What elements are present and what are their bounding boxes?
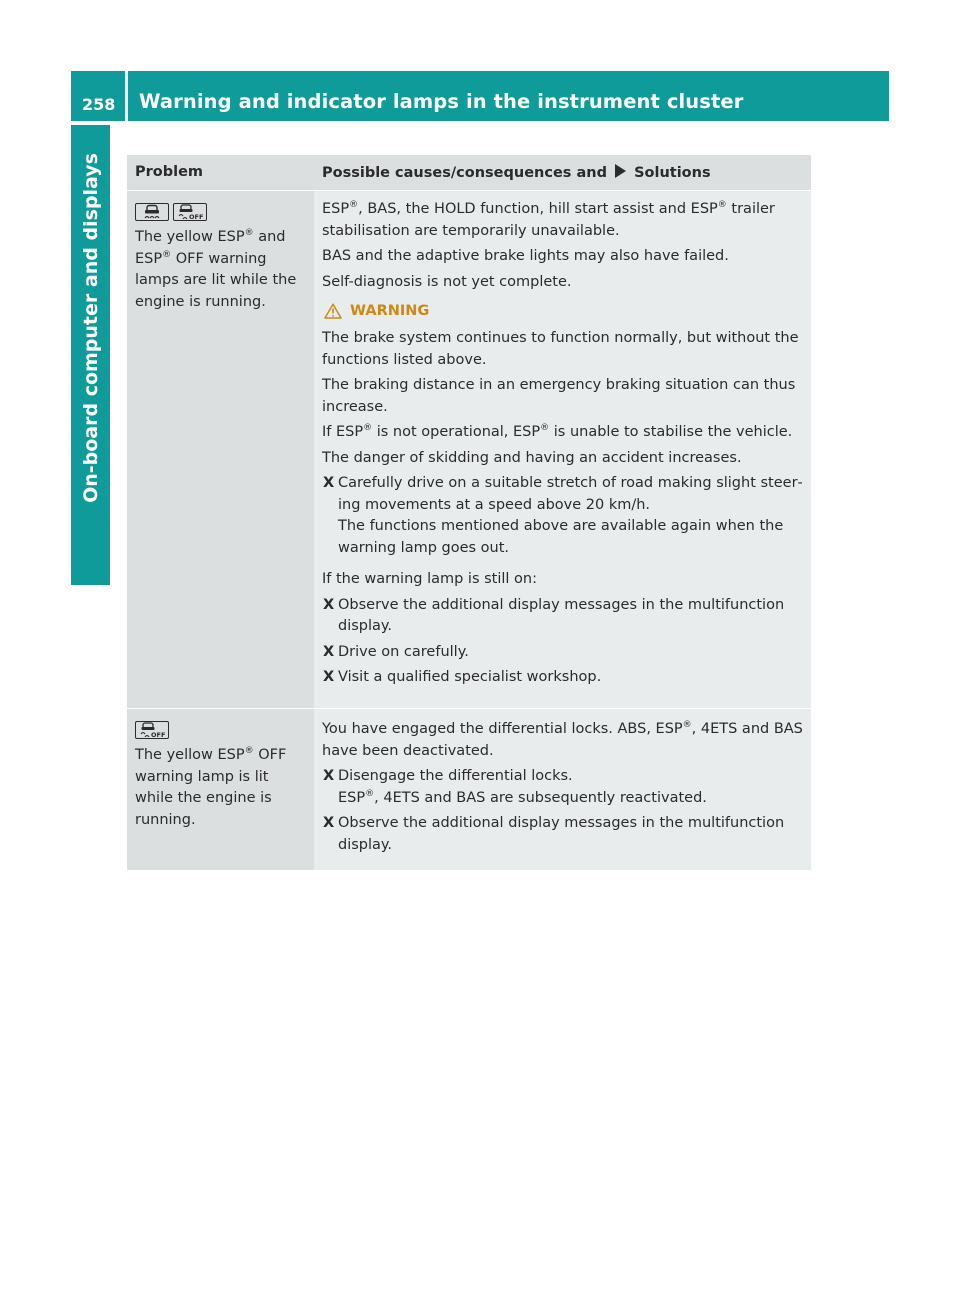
warning-label: WARNING bbox=[350, 303, 430, 319]
problem-cell bbox=[127, 191, 314, 708]
table-row bbox=[127, 191, 811, 708]
solution-cell bbox=[314, 191, 811, 708]
still-on-text: If the warning lamp is still on: bbox=[322, 571, 537, 587]
instruction-list bbox=[322, 595, 805, 689]
x-bullet-icon: X bbox=[323, 643, 335, 660]
warning-heading bbox=[324, 303, 805, 319]
warning-triangle-icon bbox=[324, 303, 342, 319]
x-bullet-icon: X bbox=[323, 815, 335, 831]
col-header-solutions-text: Solutions bbox=[634, 165, 711, 181]
x-bullet-icon: X bbox=[323, 475, 335, 491]
esp-off-lamp-icon bbox=[135, 721, 169, 739]
lamp-icon-group bbox=[135, 721, 308, 741]
solution-cell bbox=[314, 709, 811, 870]
instruction-list bbox=[322, 766, 805, 856]
problem-text: The yellow ESP® and ESP® OFF warning lamps are lit while the engine is running. bbox=[135, 228, 297, 310]
lamp-icon-group bbox=[135, 203, 308, 223]
list-item: X Observe the additional display messages in the multifunction display. bbox=[323, 596, 785, 634]
col-header-solutions bbox=[314, 155, 811, 190]
col-header-causes-text: Possible causes/consequences and bbox=[322, 165, 607, 181]
svg-text:OFF: OFF bbox=[189, 213, 204, 220]
x-bullet-icon: X bbox=[323, 669, 335, 685]
list-item: X Drive on carefully. bbox=[322, 642, 805, 664]
lamp-table bbox=[127, 155, 811, 870]
side-section-text: On-board computer and displays bbox=[79, 153, 102, 503]
table-row bbox=[127, 709, 811, 870]
play-arrow-icon bbox=[615, 164, 626, 178]
list-item: X Disengage the differential locks. ESP®, 4ETS and BAS are subsequently reactivated. bbox=[323, 768, 707, 806]
esp-off-lamp-icon bbox=[173, 203, 207, 221]
problem-text: The yellow ESP® OFF warning lamp is lit while the engine is running. bbox=[135, 746, 287, 828]
problem-cell bbox=[127, 709, 314, 870]
list-item: X Carefully drive on a suitable stretch of road making slight steering movements at a speed above 20 km/h. The functions mentioned above are available again when the warning lamp goes out. bbox=[323, 475, 803, 556]
warning-text: The braking distance in an emergency braking situation can thus increase. bbox=[322, 377, 796, 415]
x-bullet-icon: X bbox=[323, 596, 335, 613]
x-bullet-icon: X bbox=[323, 768, 335, 784]
side-section-label bbox=[71, 125, 110, 531]
table-header-row bbox=[127, 155, 811, 190]
warning-text: The brake system continues to function normally, but without the functions listed above. bbox=[322, 330, 799, 368]
cause-text: BAS and the adaptive brake lights may also have failed. bbox=[322, 248, 729, 264]
page-number: 258 bbox=[82, 95, 116, 114]
esp-warning-lamp-icon bbox=[135, 203, 169, 221]
page-title: Warning and indicator lamps in the instrument cluster bbox=[139, 90, 744, 113]
col-header-problem: Problem bbox=[127, 155, 314, 190]
header-divider bbox=[125, 71, 128, 121]
cause-text: Self-diagnosis is not yet complete. bbox=[322, 273, 572, 290]
svg-text:OFF: OFF bbox=[151, 731, 166, 738]
list-item: X Observe the additional display messages in the multifunction display. bbox=[323, 815, 785, 853]
warning-text: If ESP® is not operational, ESP® is unable to stabilise the vehicle. bbox=[322, 423, 793, 440]
list-item: X Visit a qualified specialist workshop. bbox=[322, 667, 805, 689]
cause-text: You have engaged the differential locks. ABS, ESP®, 4ETS and BAS have been deactivated. bbox=[322, 720, 803, 759]
instruction-list bbox=[322, 473, 805, 559]
cause-text: ESP®, BAS, the HOLD function, hill start assist and ESP® trailer stabilisation are temporarily unavailable. bbox=[322, 200, 775, 239]
warning-text: The danger of skidding and having an accident increases. bbox=[322, 449, 742, 466]
